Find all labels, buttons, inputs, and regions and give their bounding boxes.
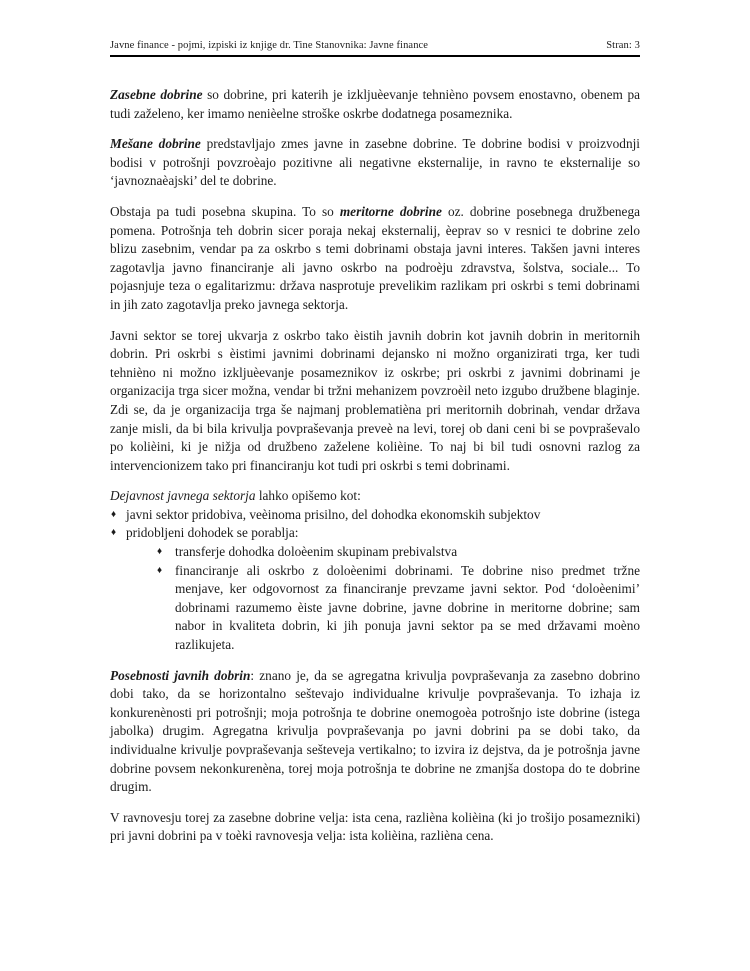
document-body xyxy=(110,86,640,846)
text-run: Javni sektor se torej ukvarja z oskrbo tako èistih javnih dobrin kot javnih dobrin in meritornih dobrin. Pri oskrbi s èistimi javnimi dobrinami dejansko ni možno organizirati trga, ker tudi tehnièno ni možno izkljuèevanje posameznikov iz oskrbe; pri oskrbi z javnimi dobrinami je organizacija trga sicer možna, vendar bi tržni mehanizem povzroèil neto izgubo družbene blaginje. Zdi se, da je organizacija trga še najmanj problematièna pri meritornih dobrinah, vendar država zanje misli, da bi bila krivulja povpraševanja preveè na levi, torej ob dani ceni bi se povpraševalo po kolièini, ki je nižja od družbeno zaželene kolièine. To naj bi bil tudi osnovni razlog za intervencionizem tako pri financiranju kot tudi pri oskrbi s temi dobrinami. xyxy=(110,327,640,473)
text-run: pridobljeni dohodek se porablja: xyxy=(126,525,299,541)
header-page-number: Stran: 3 xyxy=(606,40,640,51)
text-run: transferje dohodka doloèenim skupinam prebivalstva xyxy=(175,544,458,560)
text-run: javni sektor pridobiva, veèinoma prisilno, del dohodka ekonomskih subjektov xyxy=(126,506,541,522)
paragraph xyxy=(110,203,640,315)
paragraph xyxy=(110,86,640,123)
text-run: financiranje ali oskrbo z doloèenimi dobrinami. Te dobrine niso predmet tržne menjave, ker odgovornost za financiranje prevzame javni sektor. Pod ‘doloèenimi’ dobrinami razumemo èiste javne dobrine, javne dobrine in meritorne dobrine; sam nabor in kvaliteta dobrin, ki jih ponuja javni sektor pa se med državami moèno razlikujeta. xyxy=(175,562,640,653)
text-run: Mešane dobrine xyxy=(110,136,201,152)
bullet-item-level1 xyxy=(110,524,640,543)
paragraph xyxy=(110,809,640,846)
diamond-bullet-icon: ♦ xyxy=(111,508,117,520)
diamond-bullet-icon: ♦ xyxy=(157,546,163,558)
text-run: Obstaja pa tudi posebna skupina. To so xyxy=(110,203,340,219)
text-run: : znano je, da se agregatna krivulja povpraševanja za zasebno dobrino dobi tako, da se horizontalno seštevajo individualne krivulje povpraševanja. To izhaja iz konkurenènosti pri potrošnji; moja potrošnja te dobrine onemogoèa potrošnjo iste dobrine (istega jabolka) drugim. Agregatna krivulja povpraševanja po javni dobrini pa se dobi tako, da individualne krivulje povpraševanja sešteveja vertikalno; to izvira iz dejstva, da je potrošnja javne dobrine povsem nekonkurenèna, torej moja potrošnja te dobrine ne zmanjša dostopa do te dobrine drugim. xyxy=(110,667,640,795)
text-run: so dobrine, pri katerih je izkljuèevanje tehnièno povsem enostavno, obenem pa tudi zaželeno, ker imamo nenièelne stroške oskrbe dodatnega posameznika. xyxy=(110,87,640,121)
paragraph xyxy=(110,327,640,476)
bullet-item-level2 xyxy=(110,543,640,562)
text-run: oz. dobrine posebnega družbenega pomena. Potrošnja teh dobrin sicer poraja nekaj eksternalij, èeprav so v resnici te dobrine zelo blizu zasebnim, vendar pa za oskrbo s temi dobrinami obstaja javni interes. Takšen javni interes zagotavlja javno financiranje ali javno oskrbo na podroèju zdravstva, šolstva, sociale... To pojasnjuje teza o egalitarizmu: država nasprotuje prevelikim razlikam pri oskrbi s temi dobrinami in jih zato zagotavlja preko javnega sektorja. xyxy=(110,203,640,312)
text-run: Posebnosti javnih dobrin xyxy=(110,667,251,683)
header-title: Javne finance - pojmi, izpiski iz knjige dr. Tine Stanovnika: Javne finance xyxy=(110,40,429,51)
text-run: lahko opišemo kot: xyxy=(255,488,361,504)
bullet-item-level1 xyxy=(110,506,640,525)
page-header xyxy=(110,40,640,57)
text-run: Dejavnost javnega sektorja xyxy=(110,488,256,504)
paragraph xyxy=(110,667,640,797)
diamond-bullet-icon: ♦ xyxy=(111,527,117,539)
text-run: Zasebne dobrine xyxy=(110,87,203,102)
text-run: V ravnovesju torej za zasebne dobrine velja: ista cena, razlièna kolièina (ki jo trošijo posamezniki) pri javni dobrini pa v toèki ravnovesja velja: ista kolièina, razlièna cena. xyxy=(110,809,640,844)
paragraph xyxy=(110,135,640,191)
text-run: meritorne dobrine xyxy=(339,203,442,219)
diamond-bullet-icon: ♦ xyxy=(157,564,163,576)
bullet-item-level2 xyxy=(110,562,640,655)
paragraph xyxy=(110,487,640,506)
text-run: predstavljajo zmes javne in zasebne dobrine. Te dobrine bodisi v proizvodnji bodisi v potrošnji povzroèajo pozitivne ali negativne eksternalije, in ravno te eksternalije so ‘javnoznaèajski’ del te dobrine. xyxy=(110,136,640,189)
